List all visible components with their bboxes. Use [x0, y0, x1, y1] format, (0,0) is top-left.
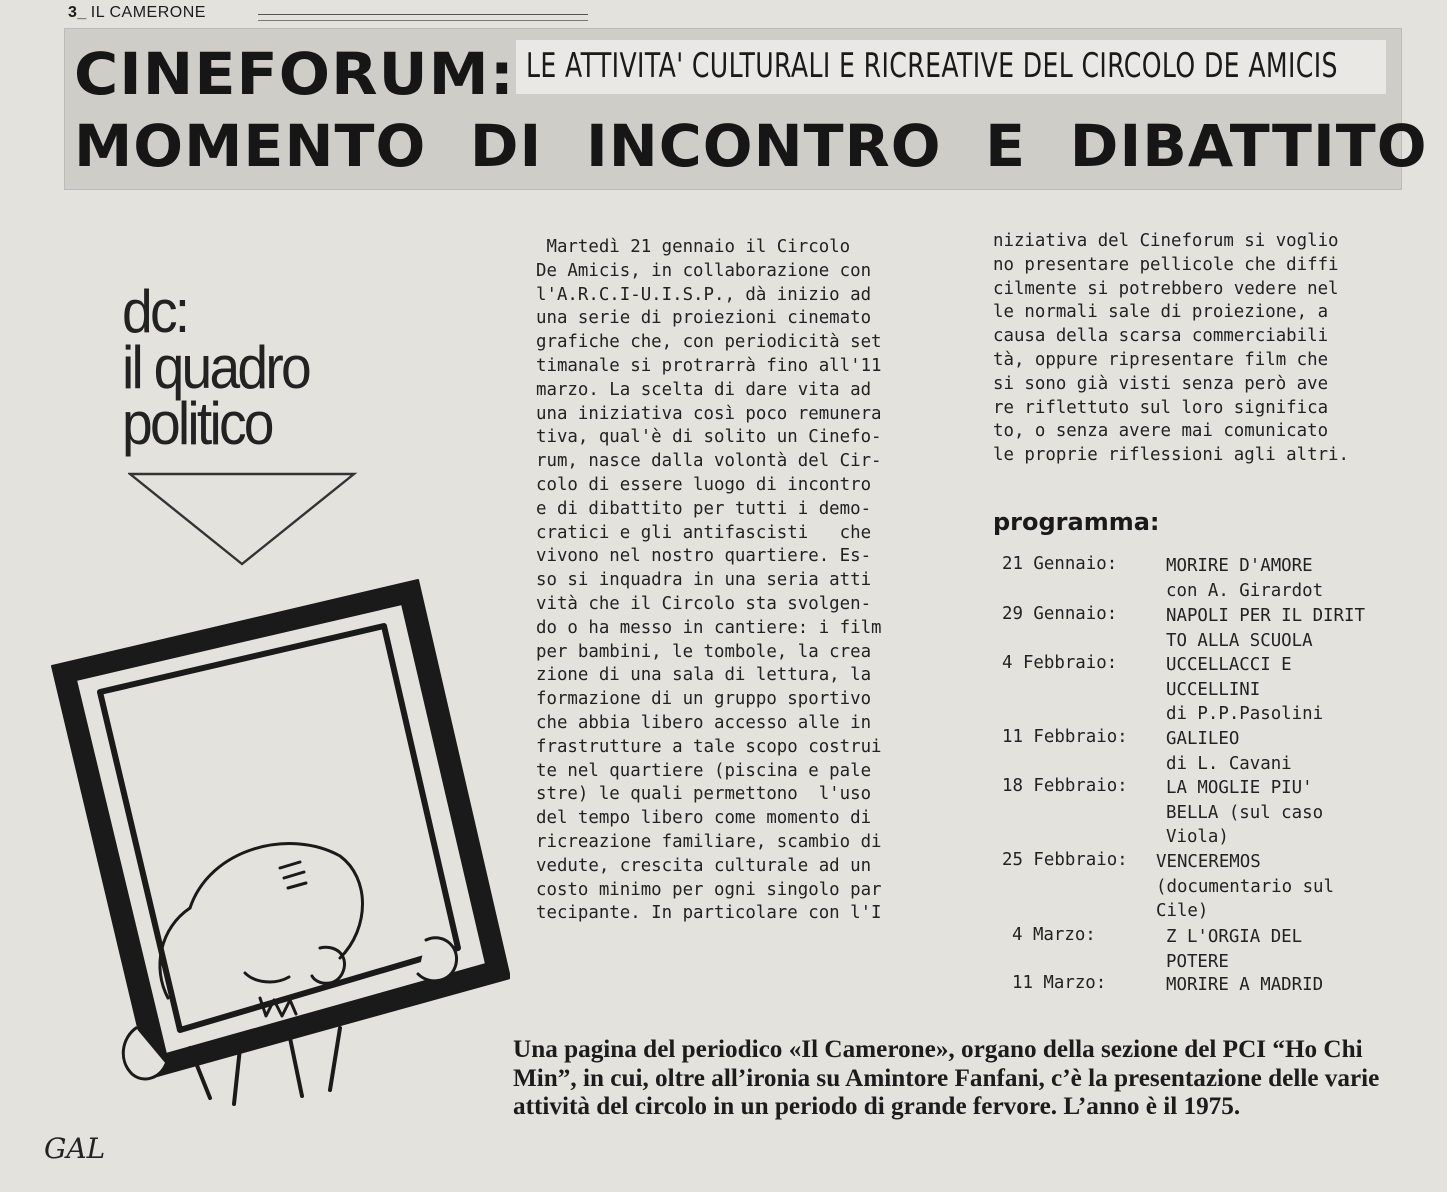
programma-date: 25 Febbraio: — [1002, 850, 1128, 870]
main-title: CINEFORUM: — [74, 40, 515, 108]
programma-date: 4 Febbraio: — [1002, 653, 1118, 673]
sidebar-title-line3: politico — [122, 390, 272, 457]
header-rule — [258, 14, 588, 15]
programma-film: UCCELLACCI E UCCELLINI di P.P.Pasolini — [1166, 655, 1324, 724]
programma-film: LA MOGLIE PIU' BELLA (sul caso Viola) — [1166, 778, 1324, 847]
programma-title: programma: — [993, 508, 1160, 536]
artist-signature: GAL — [44, 1132, 106, 1165]
programma-date: 29 Gennaio: — [1002, 604, 1118, 624]
sidebar-title — [122, 278, 309, 457]
programma-date: 11 Febbraio: — [1002, 727, 1128, 747]
programma-film: MORIRE A MADRID — [1166, 975, 1324, 995]
programma-film: Z L'ORGIA DEL POTERE — [1166, 927, 1303, 972]
page-header — [68, 4, 206, 22]
page-number: 3_ — [68, 4, 87, 21]
article-column-2: niziativa del Cineforum si voglio no presentare pellicole che diffi cilmente si potrebbero vedere nel le normali sale di proiezione, a causa della scarsa commerciabili tà, oppure ripresentare film che si sono già visti senza però ave re riflettuto sul loro significa to, o senza avere mai comunicato le proprie riflessioni agli altri. — [993, 231, 1349, 466]
header-rule-secondary — [258, 20, 588, 21]
article-column-1: Martedì 21 gennaio il Circolo De Amicis, in collaborazione con l'A.R.C.I-U.I.S.P., dà inizio ad una serie di proiezioni cinemato grafiche che, con periodicità set timanale si protrarrà fino all'11 marzo. La scelta di dare vita ad una iniziativa così poco remunera tiva, qual'è di solito un Cinefo- rum, nasce dalla volontà del Cir- colo di essere luogo di incontro e di dibattito per tutti i demo- cratici e gli antifascisti che vivono nel nostro quartiere. Es- so si inquadra in una seria atti vità che il Circolo sta svolgen- do o ha messo in cantiere: i film per bambini, le tombole, la crea zione di una sala di lettura, la formazione di un gruppo sportivo che abbia libero accesso alle in frastrutture a tale scopo costrui te nel quartiere (piscina e pale stre) le quali permettono l'uso del tempo libero come momento di ricreazione familiare, scambio di vedute, crescita culturale ad un costo minimo per ogni singolo par tecipante. In particolare con l'I — [536, 237, 882, 924]
photo-caption: Una pagina del periodico «Il Camerone», organo della sezione del PCI “Ho Chi Min”, in cui, oltre all’ironia su Amintore Fanfani, c’è la presentazione delle varie attività del circolo in un periodo di grande fervore. L’anno è il 1975. — [513, 1036, 1380, 1120]
programma-film: NAPOLI PER IL DIRIT TO ALLA SCUOLA — [1166, 606, 1365, 651]
programma-date: 4 Marzo: — [1012, 925, 1096, 945]
programma-date: 11 Marzo: — [1012, 973, 1107, 993]
publication-name: IL CAMERONE — [90, 4, 206, 21]
programma-date: 21 Gennaio: — [1002, 554, 1118, 574]
down-triangle-icon — [128, 472, 358, 568]
programma-film: GALILEO di L. Cavani — [1166, 729, 1292, 774]
subtitle: LE ATTIVITA' CULTURALI E RICREATIVE DEL CIRCOLO DE AMICIS — [526, 46, 1338, 86]
programma-film: MORIRE D'AMORE con A. Girardot — [1166, 556, 1324, 601]
programma-date: 18 Febbraio: — [1002, 776, 1128, 796]
headline: MOMENTO DI INCONTRO E DIBATTITO — [74, 112, 1428, 180]
cartoon-illustration — [40, 578, 510, 1108]
sidebar-title-line1: dc: — [122, 278, 188, 345]
programma-film: VENCEREMOS (documentario sul Cile) — [1156, 852, 1334, 921]
sidebar-title-line2: il quadro — [122, 334, 309, 401]
